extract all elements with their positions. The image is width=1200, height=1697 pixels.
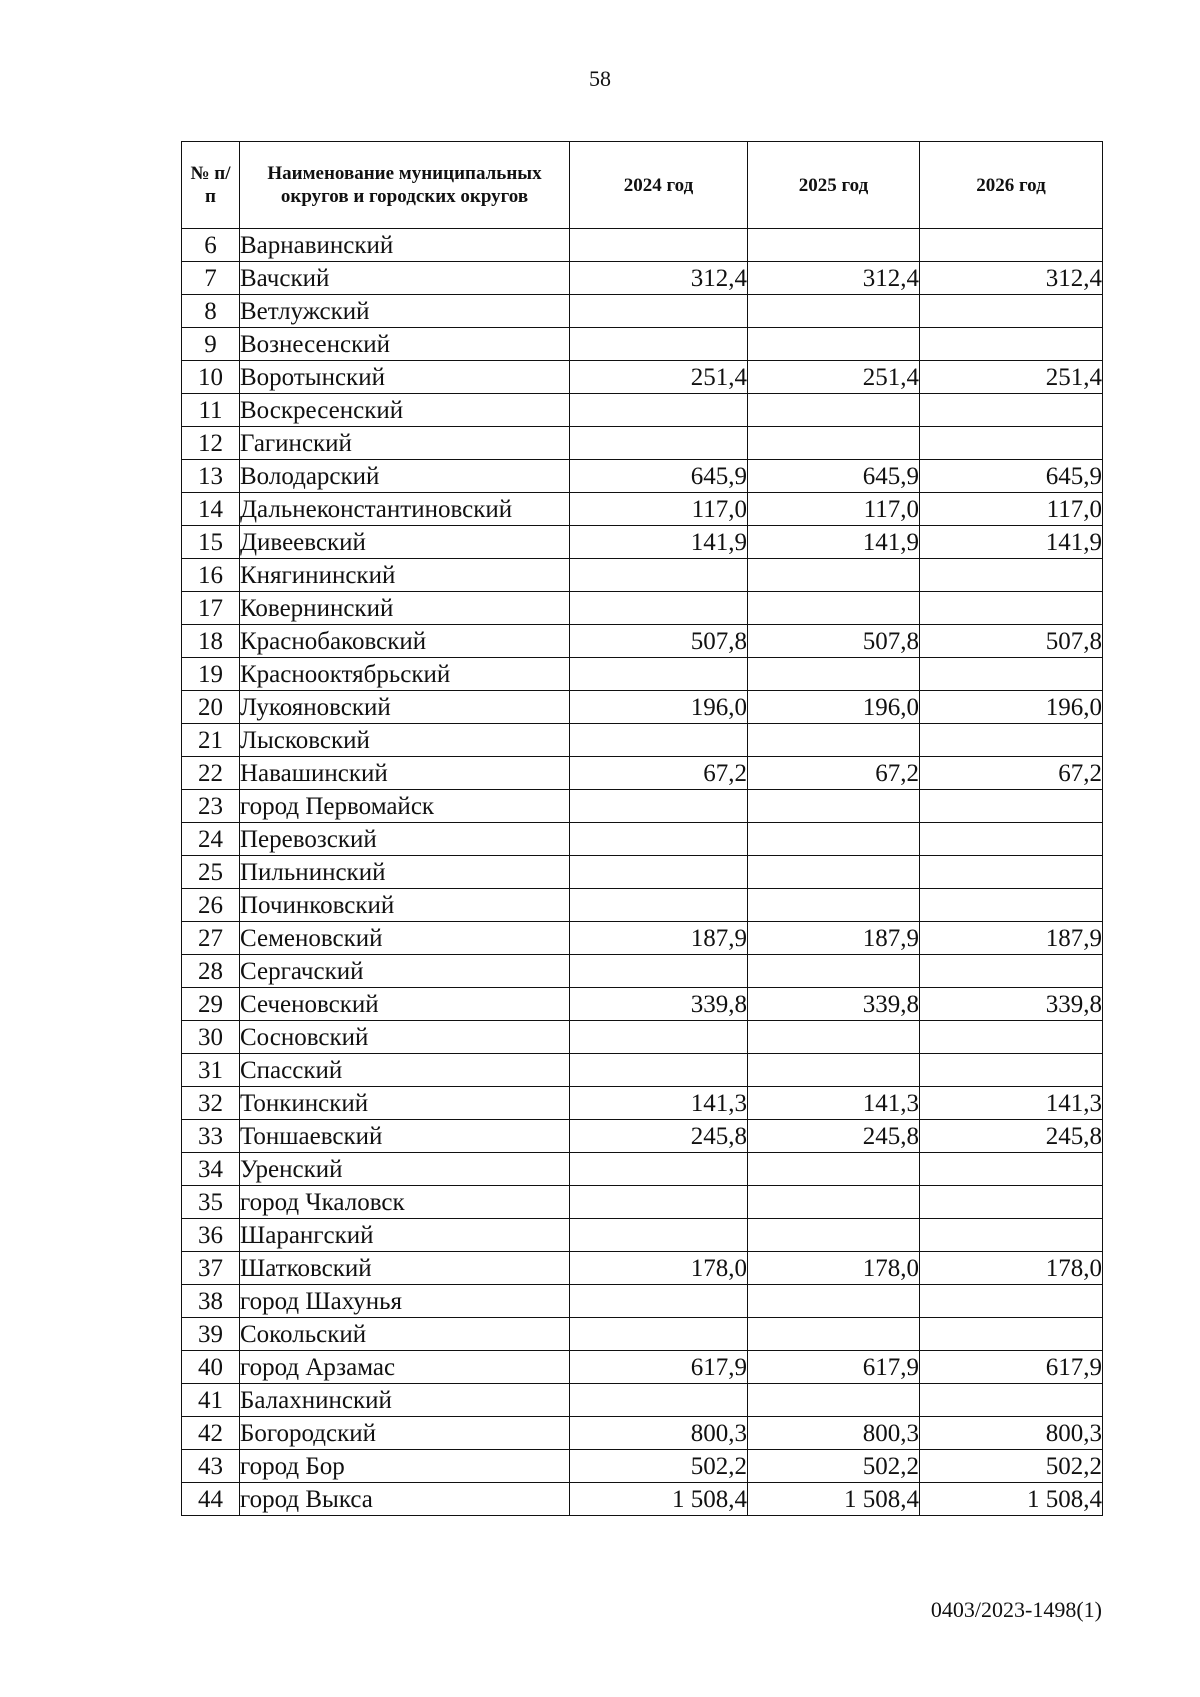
value-2024-cell [570, 229, 748, 262]
value-2026-cell: 245,8 [920, 1120, 1103, 1153]
value-2024-cell [570, 724, 748, 757]
value-2024-cell [570, 1021, 748, 1054]
table-row [182, 1153, 1103, 1186]
municipality-name-cell: Володарский [240, 460, 570, 493]
value-2026-cell [920, 1219, 1103, 1252]
value-2026-cell: 800,3 [920, 1417, 1103, 1450]
table-header [182, 142, 1103, 229]
value-2026-cell: 339,8 [920, 988, 1103, 1021]
value-2025-cell: 617,9 [748, 1351, 920, 1384]
municipality-name-cell: Спасский [240, 1054, 570, 1087]
row-number-cell: 14 [182, 493, 240, 526]
table-row [182, 328, 1103, 361]
row-number-cell: 44 [182, 1483, 240, 1516]
table-row [182, 1285, 1103, 1318]
value-2024-cell: 245,8 [570, 1120, 748, 1153]
value-2025-cell: 178,0 [748, 1252, 920, 1285]
table-row [182, 1087, 1103, 1120]
table-row [182, 691, 1103, 724]
value-2024-cell: 502,2 [570, 1450, 748, 1483]
table-row [182, 1252, 1103, 1285]
table-row [182, 922, 1103, 955]
municipality-name-cell: город Выкса [240, 1483, 570, 1516]
row-number-cell: 28 [182, 955, 240, 988]
municipality-name-cell: Пильнинский [240, 856, 570, 889]
value-2024-cell [570, 1285, 748, 1318]
value-2025-cell: 507,8 [748, 625, 920, 658]
header-2026: 2026 год [920, 142, 1103, 229]
row-number-cell: 22 [182, 757, 240, 790]
municipality-name-cell: Вачский [240, 262, 570, 295]
municipality-name-cell: Уренский [240, 1153, 570, 1186]
value-2025-cell: 141,9 [748, 526, 920, 559]
value-2026-cell [920, 1054, 1103, 1087]
value-2025-cell: 117,0 [748, 493, 920, 526]
table-row [182, 757, 1103, 790]
value-2026-cell [920, 724, 1103, 757]
table-row [182, 262, 1103, 295]
row-number-cell: 43 [182, 1450, 240, 1483]
value-2026-cell [920, 229, 1103, 262]
value-2025-cell [748, 328, 920, 361]
municipality-name-cell: Дивеевский [240, 526, 570, 559]
value-2026-cell: 178,0 [920, 1252, 1103, 1285]
value-2025-cell: 1 508,4 [748, 1483, 920, 1516]
municipality-name-cell: город Арзамас [240, 1351, 570, 1384]
table-row [182, 559, 1103, 592]
row-number-cell: 20 [182, 691, 240, 724]
value-2025-cell [748, 1021, 920, 1054]
value-2026-cell: 196,0 [920, 691, 1103, 724]
row-number-cell: 21 [182, 724, 240, 757]
table-row [182, 625, 1103, 658]
table-row [182, 724, 1103, 757]
value-2024-cell [570, 1219, 748, 1252]
value-2025-cell: 502,2 [748, 1450, 920, 1483]
value-2025-cell: 645,9 [748, 460, 920, 493]
row-number-cell: 18 [182, 625, 240, 658]
value-2025-cell [748, 1219, 920, 1252]
value-2026-cell: 187,9 [920, 922, 1103, 955]
row-number-cell: 10 [182, 361, 240, 394]
row-number-cell: 42 [182, 1417, 240, 1450]
value-2024-cell [570, 1054, 748, 1087]
value-2024-cell [570, 394, 748, 427]
value-2025-cell: 187,9 [748, 922, 920, 955]
value-2026-cell [920, 559, 1103, 592]
value-2026-cell: 141,3 [920, 1087, 1103, 1120]
municipality-name-cell: Ковернинский [240, 592, 570, 625]
value-2026-cell [920, 394, 1103, 427]
row-number-cell: 11 [182, 394, 240, 427]
row-number-cell: 26 [182, 889, 240, 922]
table-row [182, 526, 1103, 559]
row-number-cell: 9 [182, 328, 240, 361]
value-2025-cell [748, 1318, 920, 1351]
municipality-name-cell: город Первомайск [240, 790, 570, 823]
value-2025-cell [748, 955, 920, 988]
allocation-table [181, 141, 1103, 1516]
row-number-cell: 31 [182, 1054, 240, 1087]
table-row [182, 1483, 1103, 1516]
row-number-cell: 19 [182, 658, 240, 691]
value-2026-cell [920, 295, 1103, 328]
value-2024-cell [570, 1153, 748, 1186]
value-2024-cell [570, 1318, 748, 1351]
value-2024-cell: 187,9 [570, 922, 748, 955]
row-number-cell: 13 [182, 460, 240, 493]
municipality-name-cell: Сокольский [240, 1318, 570, 1351]
value-2024-cell: 645,9 [570, 460, 748, 493]
value-2024-cell [570, 1384, 748, 1417]
table-row [182, 823, 1103, 856]
value-2024-cell: 178,0 [570, 1252, 748, 1285]
municipality-name-cell: Балахнинский [240, 1384, 570, 1417]
value-2025-cell [748, 427, 920, 460]
value-2026-cell [920, 1153, 1103, 1186]
value-2025-cell [748, 394, 920, 427]
value-2026-cell: 507,8 [920, 625, 1103, 658]
municipality-name-cell: город Чкаловск [240, 1186, 570, 1219]
header-2025: 2025 год [748, 142, 920, 229]
header-name: Наименование муниципальных округов и городских округов [240, 142, 570, 229]
municipality-name-cell: Семеновский [240, 922, 570, 955]
value-2026-cell [920, 790, 1103, 823]
value-2026-cell [920, 1186, 1103, 1219]
value-2026-cell [920, 823, 1103, 856]
value-2024-cell: 617,9 [570, 1351, 748, 1384]
row-number-cell: 30 [182, 1021, 240, 1054]
row-number-cell: 25 [182, 856, 240, 889]
value-2026-cell [920, 592, 1103, 625]
value-2026-cell: 617,9 [920, 1351, 1103, 1384]
value-2024-cell [570, 856, 748, 889]
value-2024-cell [570, 823, 748, 856]
value-2024-cell: 141,9 [570, 526, 748, 559]
municipality-name-cell: Лукояновский [240, 691, 570, 724]
value-2025-cell: 245,8 [748, 1120, 920, 1153]
municipality-name-cell: город Шахунья [240, 1285, 570, 1318]
value-2026-cell: 251,4 [920, 361, 1103, 394]
municipality-name-cell: Шатковский [240, 1252, 570, 1285]
table-body [182, 229, 1103, 1516]
municipality-name-cell: Княгининский [240, 559, 570, 592]
table-row [182, 460, 1103, 493]
value-2024-cell [570, 592, 748, 625]
value-2026-cell [920, 328, 1103, 361]
row-number-cell: 32 [182, 1087, 240, 1120]
table-row [182, 229, 1103, 262]
municipality-name-cell: Краснооктябрьский [240, 658, 570, 691]
table-row [182, 658, 1103, 691]
table-row [182, 1054, 1103, 1087]
row-number-cell: 24 [182, 823, 240, 856]
value-2024-cell: 67,2 [570, 757, 748, 790]
value-2026-cell: 645,9 [920, 460, 1103, 493]
row-number-cell: 15 [182, 526, 240, 559]
value-2026-cell: 312,4 [920, 262, 1103, 295]
value-2025-cell [748, 1285, 920, 1318]
row-number-cell: 8 [182, 295, 240, 328]
municipality-name-cell: город Бор [240, 1450, 570, 1483]
value-2026-cell: 67,2 [920, 757, 1103, 790]
value-2025-cell: 339,8 [748, 988, 920, 1021]
row-number-cell: 39 [182, 1318, 240, 1351]
value-2025-cell [748, 295, 920, 328]
municipality-name-cell: Сеченовский [240, 988, 570, 1021]
table-row [182, 988, 1103, 1021]
municipality-name-cell: Тонкинский [240, 1087, 570, 1120]
value-2026-cell [920, 955, 1103, 988]
municipality-name-cell: Навашинский [240, 757, 570, 790]
value-2024-cell [570, 427, 748, 460]
value-2025-cell [748, 658, 920, 691]
page-number: 58 [589, 66, 611, 91]
value-2024-cell [570, 328, 748, 361]
value-2024-cell: 117,0 [570, 493, 748, 526]
row-number-cell: 7 [182, 262, 240, 295]
table-row [182, 955, 1103, 988]
value-2026-cell: 117,0 [920, 493, 1103, 526]
value-2025-cell [748, 559, 920, 592]
value-2025-cell: 67,2 [748, 757, 920, 790]
row-number-cell: 29 [182, 988, 240, 1021]
value-2024-cell: 312,4 [570, 262, 748, 295]
value-2026-cell [920, 658, 1103, 691]
value-2024-cell [570, 658, 748, 691]
value-2024-cell [570, 955, 748, 988]
municipality-name-cell: Сергачский [240, 955, 570, 988]
municipality-name-cell: Воскресенский [240, 394, 570, 427]
value-2024-cell: 196,0 [570, 691, 748, 724]
value-2024-cell: 141,3 [570, 1087, 748, 1120]
value-2025-cell: 251,4 [748, 361, 920, 394]
value-2025-cell [748, 1186, 920, 1219]
table-row [182, 1120, 1103, 1153]
value-2025-cell [748, 1384, 920, 1417]
row-number-cell: 37 [182, 1252, 240, 1285]
municipality-name-cell: Ветлужский [240, 295, 570, 328]
value-2026-cell [920, 427, 1103, 460]
value-2024-cell: 800,3 [570, 1417, 748, 1450]
value-2024-cell [570, 889, 748, 922]
header-2024: 2024 год [570, 142, 748, 229]
row-number-cell: 12 [182, 427, 240, 460]
value-2024-cell [570, 1186, 748, 1219]
table-row [182, 1318, 1103, 1351]
value-2025-cell [748, 856, 920, 889]
municipality-name-cell: Перевозский [240, 823, 570, 856]
row-number-cell: 27 [182, 922, 240, 955]
value-2024-cell [570, 790, 748, 823]
value-2026-cell [920, 1021, 1103, 1054]
table-row [182, 1351, 1103, 1384]
value-2026-cell [920, 1285, 1103, 1318]
value-2025-cell: 141,3 [748, 1087, 920, 1120]
table-row [182, 592, 1103, 625]
municipality-name-cell: Починковский [240, 889, 570, 922]
row-number-cell: 40 [182, 1351, 240, 1384]
row-number-cell: 35 [182, 1186, 240, 1219]
table-row [182, 790, 1103, 823]
municipality-name-cell: Воротынский [240, 361, 570, 394]
value-2025-cell: 196,0 [748, 691, 920, 724]
value-2026-cell: 1 508,4 [920, 1483, 1103, 1516]
table-row [182, 1450, 1103, 1483]
municipality-name-cell: Лысковский [240, 724, 570, 757]
value-2025-cell [748, 1153, 920, 1186]
table-row [182, 394, 1103, 427]
value-2025-cell [748, 1054, 920, 1087]
table-row [182, 427, 1103, 460]
table-row [182, 856, 1103, 889]
value-2025-cell: 312,4 [748, 262, 920, 295]
table-row [182, 361, 1103, 394]
value-2025-cell: 800,3 [748, 1417, 920, 1450]
row-number-cell: 23 [182, 790, 240, 823]
row-number-cell: 36 [182, 1219, 240, 1252]
value-2026-cell: 141,9 [920, 526, 1103, 559]
value-2024-cell [570, 295, 748, 328]
municipality-name-cell: Гагинский [240, 427, 570, 460]
value-2024-cell [570, 559, 748, 592]
row-number-cell: 38 [182, 1285, 240, 1318]
value-2024-cell: 1 508,4 [570, 1483, 748, 1516]
value-2024-cell: 251,4 [570, 361, 748, 394]
table-row [182, 1219, 1103, 1252]
value-2026-cell [920, 1318, 1103, 1351]
row-number-cell: 17 [182, 592, 240, 625]
value-2026-cell [920, 1384, 1103, 1417]
value-2025-cell [748, 724, 920, 757]
value-2025-cell [748, 823, 920, 856]
municipality-name-cell: Краснобаковский [240, 625, 570, 658]
value-2025-cell [748, 790, 920, 823]
table-row [182, 493, 1103, 526]
row-number-cell: 41 [182, 1384, 240, 1417]
municipality-name-cell: Тоншаевский [240, 1120, 570, 1153]
municipality-name-cell: Вознесенский [240, 328, 570, 361]
value-2024-cell: 507,8 [570, 625, 748, 658]
municipality-name-cell: Богородский [240, 1417, 570, 1450]
municipality-name-cell: Сосновский [240, 1021, 570, 1054]
row-number-cell: 16 [182, 559, 240, 592]
header-num: № п/п [182, 142, 240, 229]
document-code: 0403/2023-1498(1) [930, 1597, 1102, 1622]
value-2026-cell [920, 856, 1103, 889]
value-2025-cell [748, 889, 920, 922]
row-number-cell: 33 [182, 1120, 240, 1153]
header-row [182, 142, 1103, 229]
municipality-name-cell: Дальнеконстантиновский [240, 493, 570, 526]
table-row [182, 1186, 1103, 1219]
table-row [182, 1417, 1103, 1450]
table-row [182, 889, 1103, 922]
row-number-cell: 34 [182, 1153, 240, 1186]
row-number-cell: 6 [182, 229, 240, 262]
table-row [182, 295, 1103, 328]
table-row [182, 1021, 1103, 1054]
value-2026-cell [920, 889, 1103, 922]
value-2025-cell [748, 592, 920, 625]
value-2025-cell [748, 229, 920, 262]
table-row [182, 1384, 1103, 1417]
municipality-name-cell: Шарангский [240, 1219, 570, 1252]
municipality-name-cell: Варнавинский [240, 229, 570, 262]
value-2024-cell: 339,8 [570, 988, 748, 1021]
value-2026-cell: 502,2 [920, 1450, 1103, 1483]
